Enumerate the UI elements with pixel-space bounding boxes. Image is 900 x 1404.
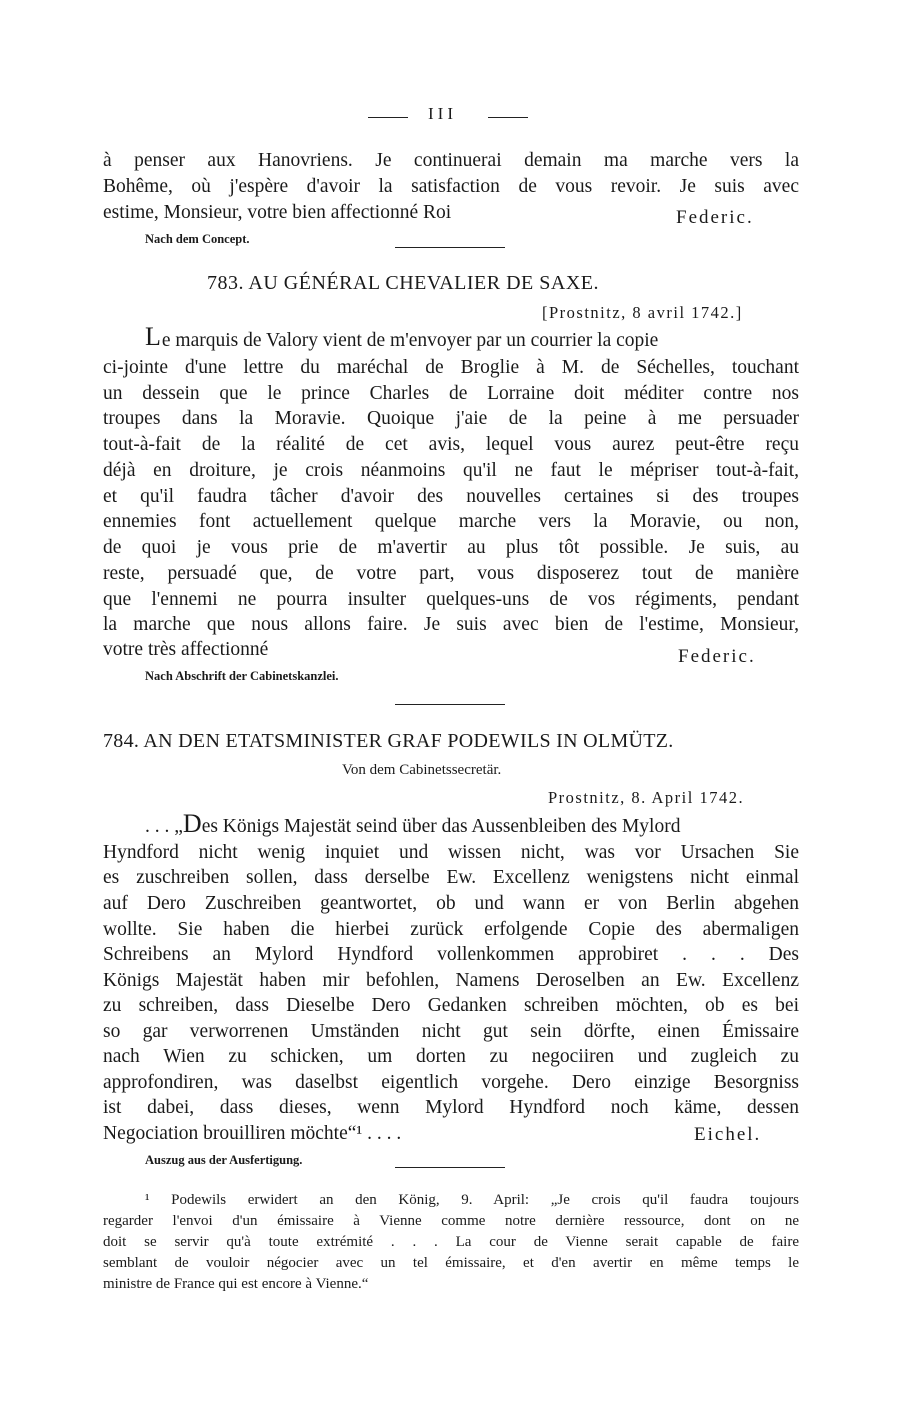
source-note: Nach Abschrift der Cabinetskanzlei.: [145, 669, 339, 683]
letter-line: e marquis de Valory vient de m'envoyer par un courrier la copie: [161, 330, 659, 351]
ellipsis-prefix: . . . „: [145, 816, 183, 837]
letter-line: Schreibens an Mylord Hyndford vollenkommen approbiret . . . Des: [103, 944, 799, 965]
dateline: [Prostnitz, 8 avril 1742.]: [542, 303, 743, 322]
source-note: Auszug aus der Ausfertigung.: [145, 1153, 303, 1167]
letter-line: ennemies font actuellement quelque marche vers la Moravie, ou non,: [103, 511, 799, 532]
section-divider: [395, 704, 505, 705]
letter-line: troupes dans la Moravie. Quoique j'aie de la peine à me persuader: [103, 408, 799, 429]
letter-line: nach Wien zu schicken, um dorten zu negociiren und zugleich zu: [103, 1046, 799, 1067]
letter-line: ci-jointe d'une lettre du maréchal de Broglie à M. de Séchelles, touchant: [103, 357, 799, 378]
letter-line: tout-à-fait de la réalité de cet avis, lequel vous aurez peut-être reçu: [103, 434, 799, 455]
letter-line: Königs Majestät haben mir befohlen, Namens Deroselben an Ew. Excellenz: [103, 970, 799, 991]
letter-line: so gar verworrenen Umständen nicht gut sein dörfte, einen Émissaire: [103, 1021, 799, 1042]
drop-cap: L: [145, 322, 161, 351]
letter-line: un dessein que le prince Charles de Lorraine doit méditer contre nos: [103, 383, 799, 404]
footnote-line: semblant de vouloir négocier avec un tel émissaire, et d'en avertir en même temps le: [103, 1255, 799, 1271]
letter-line: ist dabei, dass dieses, wenn Mylord Hyndford noch käme, dessen: [103, 1097, 799, 1118]
opening-line: estime, Monsieur, votre bien affectionné Roi: [103, 202, 452, 223]
letter-line: et qu'il faudra tâcher d'avoir des nouvelles certaines si des troupes: [103, 486, 799, 507]
page-number-rule-right: [488, 117, 528, 118]
opening-line: à penser aux Hanovriens. Je continuerai demain ma marche vers la: [103, 150, 799, 171]
letter-heading: 784. AN DEN ETATSMINISTER GRAF PODEWILS IN OLMÜTZ.: [103, 730, 674, 752]
page-number-rule-left: [368, 117, 408, 118]
letter-line: es zuschreiben sollen, dass derselbe Ew. Excellenz wenigstens nicht einmal: [103, 867, 799, 888]
letter-line: votre très affectionné: [103, 639, 269, 660]
letter-line: zu schreiben, dass Dieselbe Dero Gedanken schreiben möchten, ob es bei: [103, 995, 799, 1016]
drop-cap: D: [182, 809, 202, 838]
footnote-line: ministre de France qui est encore à Vienne.“: [103, 1276, 369, 1292]
letter-line: wollte. Sie haben die hierbei zurück erfolgende Copie des abermaligen: [103, 919, 799, 940]
letter-line: la marche que nous allons faire. Je suis avec bien de l'estime, Monsieur,: [103, 614, 799, 635]
letter-subheading: Von dem Cabinetssecretär.: [342, 762, 502, 778]
letter-line: Hyndford nicht wenig inquiet und wissen nicht, was vor Ursachen Sie: [103, 842, 799, 863]
dateline: Prostnitz, 8. April 1742.: [548, 788, 745, 807]
page-number: III: [428, 104, 457, 123]
section-divider: [395, 1167, 505, 1168]
source-note: Nach dem Concept.: [145, 232, 250, 246]
letter-line: de quoi je vous prie de m'avertir au plus tôt possible. Je suis, au: [103, 537, 799, 558]
letter-line: auf Dero Zuschreiben geantwortet, ob und wann er von Berlin abgehen: [103, 893, 799, 914]
footnote-line: doit se servir qu'à toute extrémité . . . La cour de Vienne serait capable de faire: [103, 1234, 799, 1250]
letter-line: que l'ennemi ne pourra insulter quelques-uns de vos régiments, pendant: [103, 589, 799, 610]
letter-heading: 783. AU GÉNÉRAL CHEVALIER DE SAXE.: [207, 272, 599, 294]
section-divider: [395, 247, 505, 248]
signature: Federic.: [678, 646, 756, 667]
signature: Federic.: [676, 207, 754, 228]
opening-line: Bohême, où j'espère d'avoir la satisfaction de vous revoir. Je suis avec: [103, 176, 799, 197]
footnote-line: ¹ Podewils erwidert an den König, 9. April: „Je crois qu'il faudra toujours: [145, 1192, 799, 1208]
letter-783-first-line: [145, 322, 799, 355]
letter-line: Negociation brouilliren möchte“¹ . . . .: [103, 1123, 402, 1144]
signature: Eichel.: [694, 1124, 762, 1145]
footnote-line: regarder l'envoi d'un émissaire à Vienne comme notre dernière ressource, dont on ne: [103, 1213, 799, 1229]
letter-784-first-line: [145, 809, 799, 841]
letter-line: déjà en droiture, je crois néanmoins qu'il ne faut le mépriser tout-à-fait,: [103, 460, 799, 481]
letter-line: approfondiren, was daselbst eigentlich vorgehe. Dero einzige Besorgniss: [103, 1072, 799, 1093]
letter-line: reste, persuadé que, de votre part, vous disposerez tout de manière: [103, 563, 799, 584]
letter-line: es Königs Majestät seind über das Aussenbleiben des Mylord: [201, 816, 681, 837]
